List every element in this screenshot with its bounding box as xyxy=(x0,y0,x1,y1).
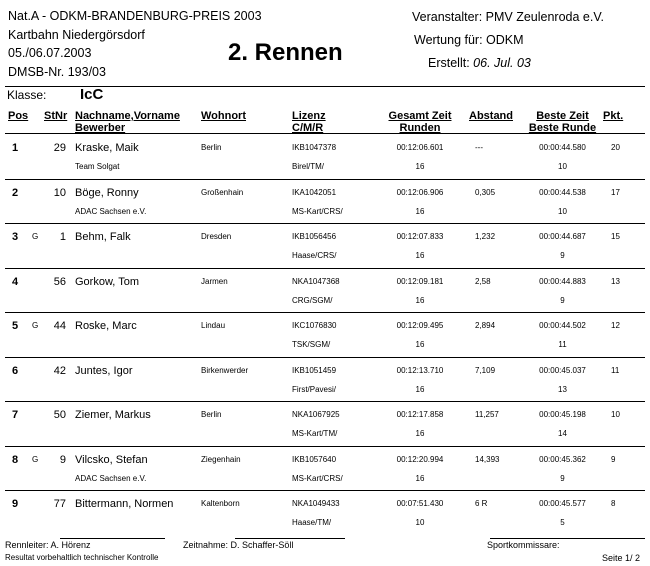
rating: Wertung für: ODKM xyxy=(414,33,524,47)
row-driver-name: Kraske, Maik xyxy=(75,142,139,154)
row-total-time: 00:12:13.710 xyxy=(396,365,444,375)
organizer: Veranstalter: PMV Zeulenroda e.V. xyxy=(412,10,605,24)
row-gap: 6 R xyxy=(475,499,488,508)
row-best-time: 00:00:45.362 xyxy=(539,454,586,464)
row-pos: 9 xyxy=(12,498,19,510)
row-driver-name: Roske, Marc xyxy=(75,320,137,332)
dmsb-number: DMSB-Nr. 193/03 xyxy=(8,65,106,79)
row-best-lap: 11 xyxy=(558,340,567,349)
page-number: Seite 1/ 2 xyxy=(602,553,641,563)
row-separator xyxy=(5,357,645,358)
class-value: IcC xyxy=(80,86,104,103)
row-chassis-engine: TSK/SGM/ xyxy=(292,340,331,349)
row-laps: 16 xyxy=(415,384,425,394)
row-laps: 16 xyxy=(415,162,425,171)
row-hometown: Birkenwerder xyxy=(201,365,249,375)
row-chassis-engine: MS-Kart/CRS/ xyxy=(292,473,343,483)
row-start-number: 29 xyxy=(53,142,66,154)
col-cmr: C/M/R xyxy=(292,122,324,134)
row-driver-name: Behm, Falk xyxy=(75,231,131,243)
row-license: IKC1076830 xyxy=(292,321,337,330)
row-entrant: ADAC Sachsen e.V. xyxy=(75,206,147,216)
row-g-mark: G xyxy=(32,454,39,464)
row-laps: 16 xyxy=(415,340,425,349)
col-runden: Runden xyxy=(399,122,441,134)
rennleiter-line xyxy=(60,538,165,539)
row-chassis-engine: Haase/TM/ xyxy=(292,518,332,527)
row-separator xyxy=(5,446,645,447)
row-hometown: Jarmen xyxy=(201,276,228,286)
row-driver-name: Gorkow, Tom xyxy=(75,275,139,288)
col-wohnort: Wohnort xyxy=(201,110,247,122)
row-hometown: Dresden xyxy=(201,232,232,241)
row-chassis-engine: First/Pavesi/ xyxy=(292,384,337,394)
zeitnahme: Zeitnahme: D. Schaffer-Söll xyxy=(183,540,294,550)
row-driver-name: Böge, Ronny xyxy=(75,186,139,199)
row-best-lap: 9 xyxy=(560,295,565,305)
col-pkt: Pkt. xyxy=(603,110,624,122)
row-driver-name: Vilcsko, Stefan xyxy=(75,453,148,466)
row-laps: 10 xyxy=(415,518,425,527)
row-g-mark: G xyxy=(32,321,39,330)
row-laps: 16 xyxy=(415,206,425,216)
row-separator xyxy=(5,312,645,313)
row-license: IKA1042051 xyxy=(292,187,337,197)
row-best-time: 00:00:44.538 xyxy=(539,187,586,197)
row-license: NKA1049433 xyxy=(292,499,340,508)
row-pos: 7 xyxy=(12,409,19,421)
row-gap: 1,232 xyxy=(475,232,496,241)
row-points: 11 xyxy=(611,365,620,375)
row-pos: 4 xyxy=(12,275,19,288)
row-hometown: Ziegenhain xyxy=(201,454,241,464)
row-separator xyxy=(5,223,645,224)
row-best-lap: 9 xyxy=(560,473,565,483)
row-gap: --- xyxy=(475,143,483,152)
created-label: Erstellt: xyxy=(428,56,470,70)
row-best-lap: 10 xyxy=(558,162,567,171)
row-gap: 0,305 xyxy=(475,187,496,197)
row-driver-name: Ziemer, Markus xyxy=(75,409,151,421)
row-start-number: 44 xyxy=(53,320,66,332)
col-name: Nachname,Vorname xyxy=(75,110,180,122)
row-entrant: Team Solgat xyxy=(75,162,120,171)
row-pos: 3 xyxy=(12,231,19,243)
row-laps: 16 xyxy=(415,429,425,438)
row-driver-name: Bittermann, Normen xyxy=(75,498,174,510)
row-best-time: 00:00:44.580 xyxy=(539,143,586,152)
row-best-lap: 5 xyxy=(560,518,565,527)
row-points: 17 xyxy=(611,187,620,197)
col-pos: Pos xyxy=(8,110,29,122)
class-label: Klasse: xyxy=(7,88,47,102)
row-best-time: 00:00:44.687 xyxy=(539,232,586,241)
row-best-lap: 13 xyxy=(558,384,567,394)
venue: Kartbahn Niedergörsdorf xyxy=(8,28,145,42)
row-entrant: ADAC Sachsen e.V. xyxy=(75,473,147,483)
row-hometown: Lindau xyxy=(201,321,226,330)
row-best-time: 00:00:44.883 xyxy=(539,276,586,286)
col-abstand: Abstand xyxy=(469,110,513,122)
row-driver-name: Juntes, Igor xyxy=(75,364,133,377)
row-pos: 2 xyxy=(12,186,19,199)
row-best-time: 00:00:45.198 xyxy=(539,410,586,419)
row-separator xyxy=(5,490,645,491)
row-pos: 1 xyxy=(12,142,19,154)
row-chassis-engine: MS-Kart/CRS/ xyxy=(292,206,343,216)
row-start-number: 1 xyxy=(59,231,66,243)
row-start-number: 9 xyxy=(59,453,66,466)
row-total-time: 00:12:09.181 xyxy=(396,276,444,286)
row-points: 9 xyxy=(611,454,616,464)
row-gap: 2,894 xyxy=(475,321,496,330)
row-best-time: 00:00:45.577 xyxy=(539,499,586,508)
rennleiter: Rennleiter: A. Hörenz xyxy=(5,540,91,550)
col-lizenz: Lizenz xyxy=(292,110,326,122)
row-chassis-engine: Birel/TM/ xyxy=(292,162,324,171)
row-hometown: Großenhain xyxy=(201,187,244,197)
row-points: 12 xyxy=(611,321,620,330)
row-laps: 16 xyxy=(415,251,425,260)
row-hometown: Berlin xyxy=(201,410,222,419)
row-license: IKB1057640 xyxy=(292,454,337,464)
row-points: 8 xyxy=(611,499,616,508)
row-pos: 5 xyxy=(12,320,19,332)
kommissare-line xyxy=(490,538,645,539)
col-gesamt: Gesamt Zeit xyxy=(388,110,452,122)
row-gap: 14,393 xyxy=(475,454,500,464)
row-license: NKA1047368 xyxy=(292,276,340,286)
row-points: 20 xyxy=(611,143,620,152)
row-total-time: 00:12:07.833 xyxy=(396,232,444,241)
col-beste-runde: Beste Runde xyxy=(528,122,597,134)
row-best-time: 00:00:44.502 xyxy=(539,321,586,330)
row-separator xyxy=(5,268,645,269)
sportkommissare: Sportkommissare: xyxy=(487,540,560,550)
row-license: NKA1067925 xyxy=(292,410,340,419)
row-separator xyxy=(5,133,645,134)
row-total-time: 00:12:20.994 xyxy=(396,454,444,464)
row-hometown: Berlin xyxy=(201,143,222,152)
row-best-lap: 10 xyxy=(558,206,567,216)
row-start-number: 77 xyxy=(53,498,66,510)
zeitnahme-line xyxy=(235,538,345,539)
row-total-time: 00:12:09.495 xyxy=(396,321,444,330)
row-pos: 8 xyxy=(12,453,19,466)
row-start-number: 50 xyxy=(53,409,66,421)
row-points: 10 xyxy=(611,410,620,419)
row-laps: 16 xyxy=(415,473,425,483)
row-points: 13 xyxy=(611,276,620,286)
row-best-lap: 9 xyxy=(560,251,565,260)
col-stnr: StNr xyxy=(44,110,68,122)
row-total-time: 00:12:06.906 xyxy=(396,187,444,197)
row-g-mark: G xyxy=(32,232,39,241)
row-start-number: 42 xyxy=(53,364,66,377)
row-total-time: 00:12:06.601 xyxy=(396,143,444,152)
row-gap: 11,257 xyxy=(475,410,499,419)
created-date: 06. Jul. 03 xyxy=(473,56,531,70)
col-bewerber: Bewerber xyxy=(75,122,126,134)
row-gap: 7,109 xyxy=(475,365,496,375)
row-total-time: 00:07:51.430 xyxy=(396,499,444,508)
row-pos: 6 xyxy=(12,364,19,377)
col-beste: Beste Zeit xyxy=(536,110,589,122)
row-separator xyxy=(5,401,645,402)
created-info xyxy=(428,56,531,71)
race-title: 2. Rennen xyxy=(228,39,343,66)
row-start-number: 10 xyxy=(53,186,66,199)
result-note: Resultat vorbehaltlich technischer Kontrolle xyxy=(5,553,159,562)
row-chassis-engine: MS-Kart/TM/ xyxy=(292,429,338,438)
row-license: IKB1047378 xyxy=(292,143,337,152)
row-separator xyxy=(5,179,645,180)
row-license: IKB1051459 xyxy=(292,365,337,375)
row-start-number: 56 xyxy=(53,275,66,288)
event-title: Nat.A - ODKM-BRANDENBURG-PREIS 2003 xyxy=(8,9,262,23)
row-chassis-engine: CRG/SGM/ xyxy=(292,295,333,305)
event-date: 05./06.07.2003 xyxy=(8,46,92,60)
row-best-time: 00:00:45.037 xyxy=(539,365,586,375)
row-points: 15 xyxy=(611,232,620,241)
row-total-time: 00:12:17.858 xyxy=(396,410,444,419)
row-gap: 2,58 xyxy=(475,276,491,286)
row-license: IKB1056456 xyxy=(292,232,337,241)
row-best-lap: 14 xyxy=(558,429,567,438)
row-chassis-engine: Haase/CRS/ xyxy=(292,251,337,260)
row-laps: 16 xyxy=(415,295,425,305)
row-hometown: Kaltenborn xyxy=(201,499,240,508)
